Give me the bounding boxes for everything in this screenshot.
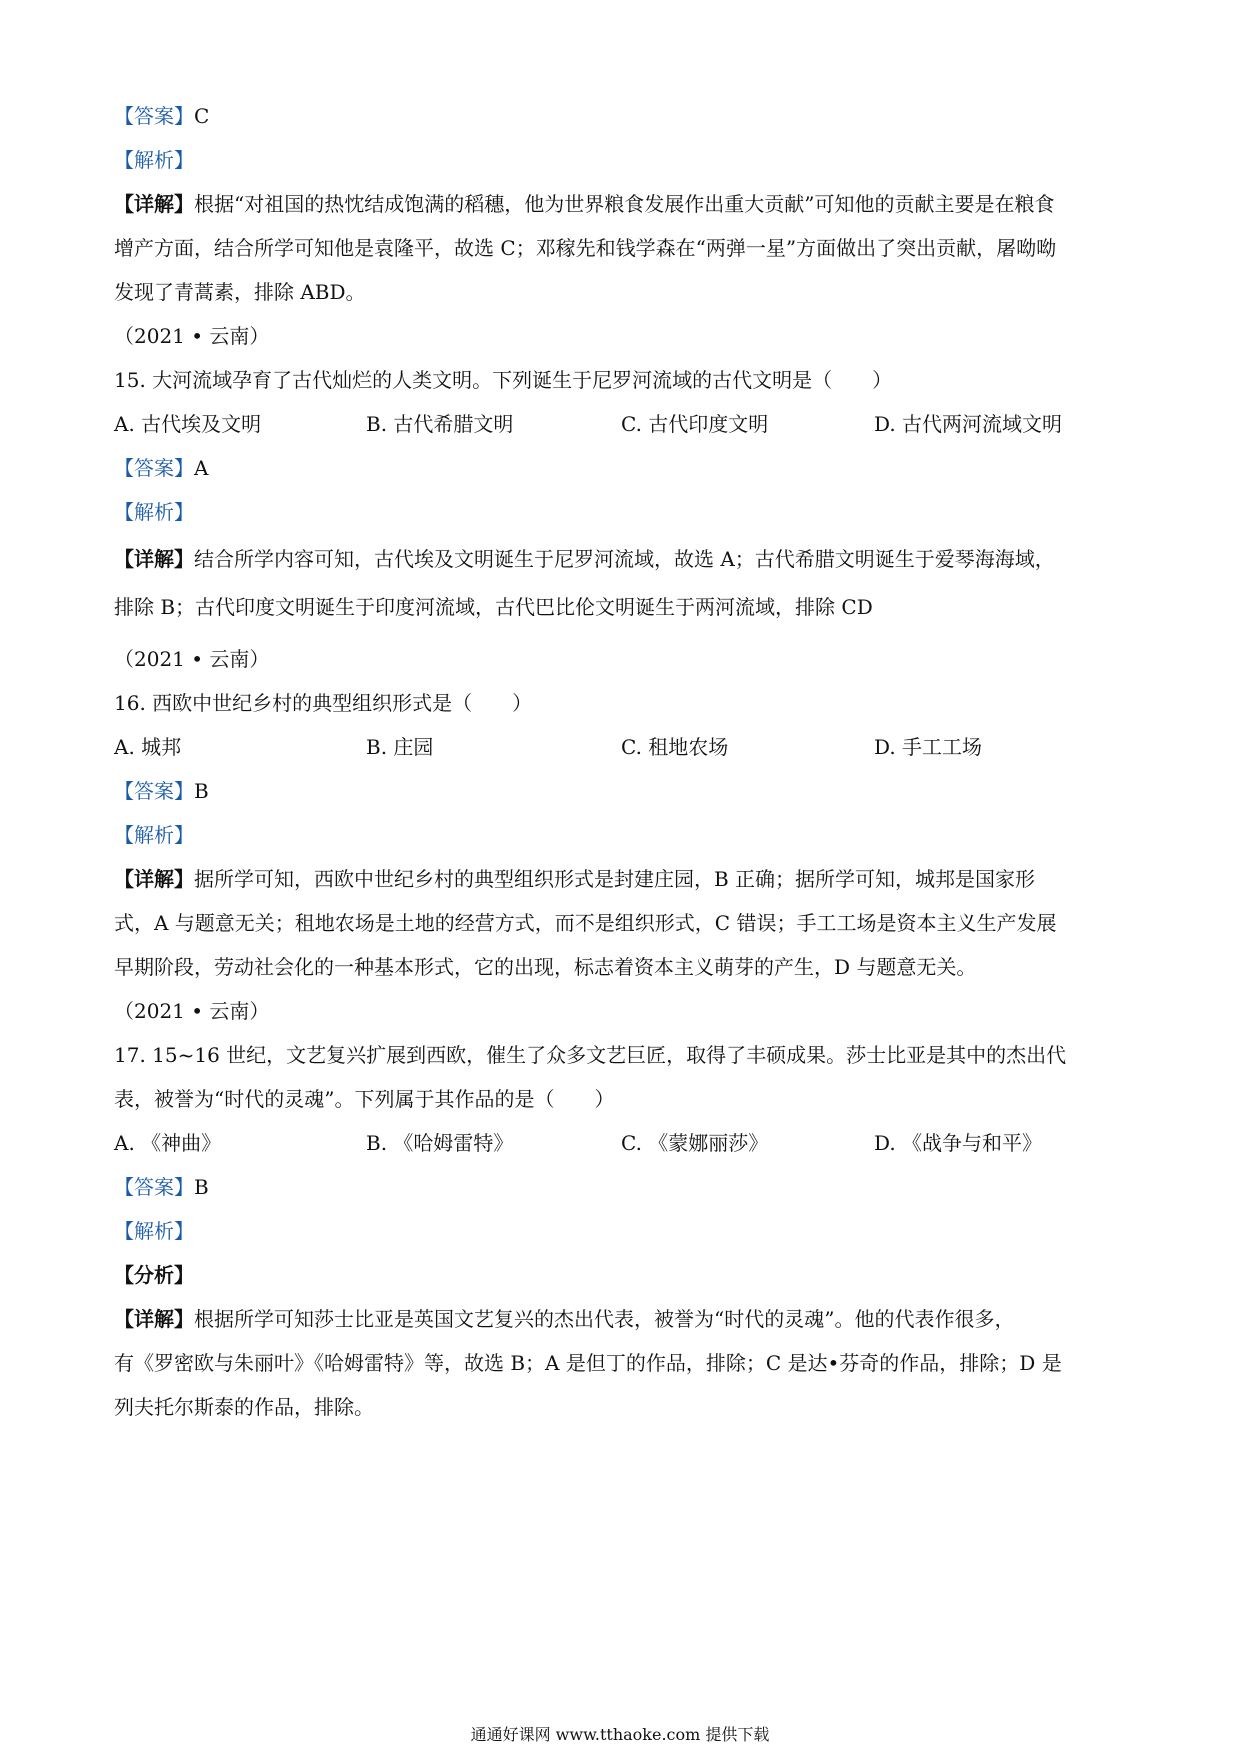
q16-source: （2021 • 云南） bbox=[114, 647, 270, 671]
q17-fenxi bbox=[114, 1261, 1134, 1289]
q15-source: （2021 • 云南） bbox=[114, 324, 270, 348]
answer-value: B bbox=[194, 779, 209, 803]
q16-answer bbox=[114, 777, 1134, 805]
option-a: A. 古代埃及文明 bbox=[114, 412, 262, 436]
q16-detail-line-2: 式，A 与题意无关；租地农场是土地的经营方式，而不是组织形式，C 错误；手工工场是资本主义生产发展 bbox=[114, 911, 1057, 935]
detail-tag: 【详解】 bbox=[114, 867, 194, 891]
q17-detail-line-3: 列夫托尔斯泰的作品，排除。 bbox=[114, 1395, 374, 1419]
analysis-tag: 【解析】 bbox=[114, 500, 194, 524]
analysis-tag: 【解析】 bbox=[114, 1219, 194, 1243]
q15-options bbox=[114, 410, 1134, 438]
q14-answer bbox=[114, 102, 1134, 130]
q15-detail-line-2: 排除 B；古代印度文明诞生于印度河流域，古代巴比伦文明诞生于两河流域，排除 CD bbox=[114, 595, 873, 619]
q16-analysis bbox=[114, 821, 1134, 849]
q17-answer bbox=[114, 1173, 1134, 1201]
q14-detail-line-1: 【详解】根据“对祖国的热忱结成饱满的稻穗，他为世界粮食发展作出重大贡献”可知他的贡献主要是在粮食 bbox=[114, 192, 1055, 216]
answer-tag: 【答案】 bbox=[114, 456, 194, 480]
q14-detail-line-3: 发现了青蒿素，排除 ABD。 bbox=[114, 280, 366, 304]
answer-value: B bbox=[194, 1175, 209, 1199]
option-b: B. 古代希腊文明 bbox=[366, 412, 514, 436]
option-a: A. 《神曲》 bbox=[114, 1131, 222, 1155]
option-d: D. 古代两河流域文明 bbox=[874, 412, 1063, 436]
q17-detail-line-2: 有《罗密欧与朱丽叶》《哈姆雷特》等，故选 B；A 是但丁的作品，排除；C 是达•芬奇的作品，排除；D 是 bbox=[114, 1351, 1062, 1375]
answer-value: A bbox=[194, 456, 209, 480]
analysis-tag: 【解析】 bbox=[114, 823, 194, 847]
q16-detail-line-1: 【详解】据所学可知，西欧中世纪乡村的典型组织形式是封建庄园，B 正确；据所学可知，城邦是国家形 bbox=[114, 867, 1036, 891]
option-d: D. 手工工场 bbox=[874, 735, 983, 759]
option-b: B. 庄园 bbox=[366, 735, 434, 759]
q16-question: 16. 西欧中世纪乡村的典型组织形式是（ ） bbox=[114, 691, 533, 715]
option-c: C. 古代印度文明 bbox=[621, 412, 769, 436]
option-c: C. 《蒙娜丽莎》 bbox=[621, 1131, 769, 1155]
answer-tag: 【答案】 bbox=[114, 779, 194, 803]
q15-analysis bbox=[114, 498, 1134, 526]
detail-tag: 【详解】 bbox=[114, 547, 194, 571]
answer-value: C bbox=[194, 104, 210, 128]
option-b: B. 《哈姆雷特》 bbox=[366, 1131, 514, 1155]
option-d: D. 《战争与和平》 bbox=[874, 1131, 1043, 1155]
analysis-tag: 【解析】 bbox=[114, 148, 194, 172]
option-c: C. 租地农场 bbox=[621, 735, 729, 759]
q15-question: 15. 大河流域孕育了古代灿烂的人类文明。下列诞生于尼罗河流域的古代文明是（ ） bbox=[114, 368, 893, 392]
option-a: A. 城邦 bbox=[114, 735, 182, 759]
answer-tag: 【答案】 bbox=[114, 104, 194, 128]
q16-options bbox=[114, 733, 1134, 761]
document-body bbox=[114, 102, 1134, 1421]
answer-tag: 【答案】 bbox=[114, 1175, 194, 1199]
q17-question-line-2: 表，被誉为“时代的灵魂”。下列属于其作品的是（ ） bbox=[114, 1087, 615, 1111]
q17-detail-line-1: 【详解】根据所学可知莎士比亚是英国文艺复兴的杰出代表，被誉为“时代的灵魂”。他的代表作很多， bbox=[114, 1307, 1015, 1331]
q17-analysis bbox=[114, 1217, 1134, 1245]
q14-detail-line-2: 增产方面，结合所学可知他是袁隆平，故选 C；邓稼先和钱学森在“两弹一星”方面做出了突出贡献，屠呦呦 bbox=[114, 236, 1057, 260]
q17-source: （2021 • 云南） bbox=[114, 999, 270, 1023]
q15-answer bbox=[114, 454, 1134, 482]
page-footer: 通通好课网 www.tthaoke.com 提供下载 bbox=[470, 1725, 770, 1744]
q17-question-line-1: 17. 15~16 世纪，文艺复兴扩展到西欧，催生了众多文艺巨匠，取得了丰硕成果。莎士比亚是其中的杰出代 bbox=[114, 1043, 1067, 1067]
detail-tag: 【详解】 bbox=[114, 192, 194, 216]
q14-analysis bbox=[114, 146, 1134, 174]
q17-options bbox=[114, 1129, 1134, 1157]
q15-detail-line-1: 【详解】结合所学内容可知，古代埃及文明诞生于尼罗河流域，故选 A；古代希腊文明诞生于爱琴海海域， bbox=[114, 547, 1055, 571]
q16-detail-line-3: 早期阶段，劳动社会化的一种基本形式，它的出现，标志着资本主义萌芽的产生，D 与题意无关。 bbox=[114, 955, 977, 979]
detail-tag: 【详解】 bbox=[114, 1307, 194, 1331]
fenxi-tag: 【分析】 bbox=[114, 1263, 194, 1287]
